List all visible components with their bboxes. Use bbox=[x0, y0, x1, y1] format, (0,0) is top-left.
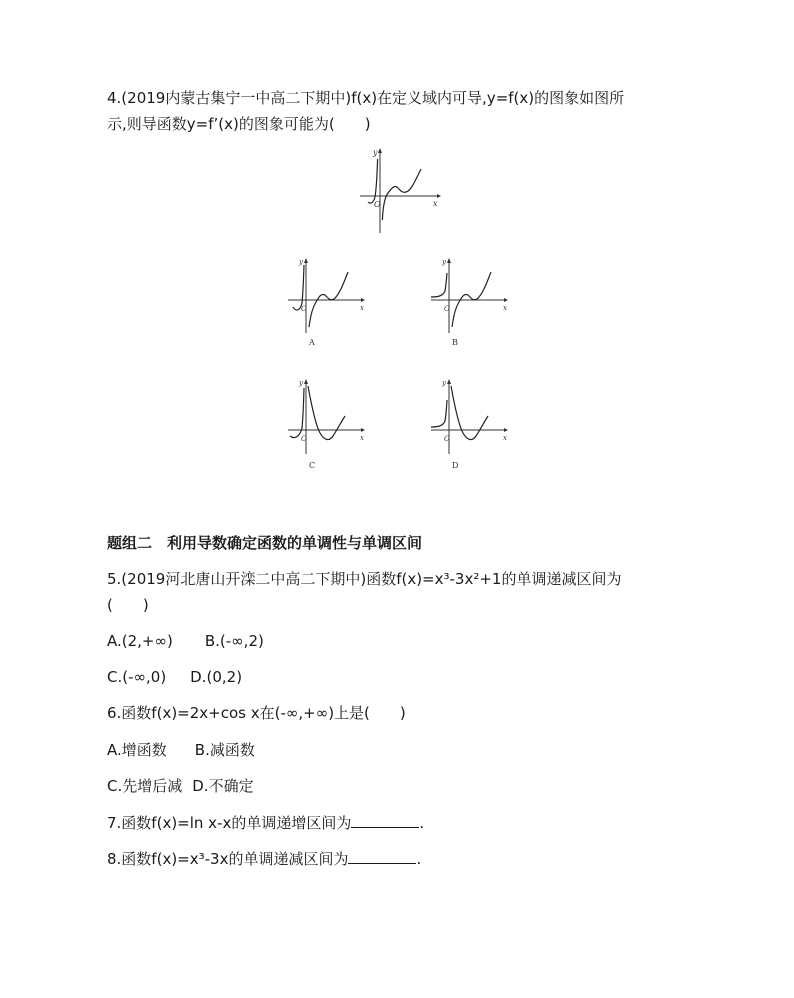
q7-line bbox=[107, 813, 424, 833]
x-axis-label: x bbox=[433, 199, 438, 208]
q4-main-graph bbox=[355, 145, 445, 235]
q5-option-b: B.(-∞,2) bbox=[204, 632, 264, 650]
q6-option-a: A.增函数 bbox=[107, 741, 167, 759]
q8-answer-blank[interactable] bbox=[348, 849, 416, 864]
y-axis-label: y bbox=[299, 258, 303, 266]
q4-stem-line1: 4.(2019内蒙古集宁一中高二下期中)f(x)在定义域内可导,y=f(x)的图象如图所 bbox=[107, 89, 625, 107]
origin-label: O bbox=[374, 200, 381, 209]
q8-line bbox=[107, 849, 421, 869]
q7-end: . bbox=[419, 814, 425, 832]
option-d-label: D bbox=[452, 461, 459, 470]
x-axis-label: x bbox=[360, 434, 364, 442]
x-axis-label: x bbox=[503, 434, 507, 442]
x-axis-label: x bbox=[360, 304, 364, 312]
y-axis-label: y bbox=[442, 258, 446, 266]
q5-options-row1 bbox=[107, 631, 264, 651]
option-d-graph bbox=[428, 378, 513, 458]
q6-option-c: C.先增后减 bbox=[107, 777, 183, 795]
q6-option-b: B.减函数 bbox=[194, 741, 255, 759]
q5-option-c: C.(-∞,0) bbox=[107, 668, 167, 686]
option-a-label: A bbox=[309, 338, 315, 347]
left-branch bbox=[368, 159, 378, 203]
y-axis-label: y bbox=[299, 379, 303, 387]
q8-end: . bbox=[416, 850, 422, 868]
q7-stem: 7.函数f(x)=ln x-x的单调递增区间为 bbox=[107, 814, 352, 832]
x-axis-label: x bbox=[503, 304, 507, 312]
y-axis-label: y bbox=[442, 379, 446, 387]
q5-stem-line2: ( ) bbox=[107, 596, 149, 614]
q4-stem-line2: 示,则导函数y=f’(x)的图象可能为( ) bbox=[107, 115, 371, 133]
right-branch bbox=[382, 169, 421, 220]
origin-label: O bbox=[301, 435, 307, 443]
option-c-graph bbox=[285, 378, 370, 458]
option-b-label: B bbox=[452, 338, 458, 347]
q5-option-a: A.(2,+∞) bbox=[107, 632, 173, 650]
q7-answer-blank[interactable] bbox=[351, 813, 419, 828]
y-axis-label: y bbox=[373, 148, 378, 157]
origin-label: O bbox=[301, 305, 307, 313]
q6-stem: 6.函数f(x)=2x+cos x在(-∞,+∞)上是( ) bbox=[107, 704, 406, 722]
q6-option-d: D.不确定 bbox=[192, 777, 254, 795]
option-a-graph bbox=[285, 255, 370, 335]
option-c-label: C bbox=[309, 461, 316, 470]
group2-heading: 题组二 利用导数确定函数的单调性与单调区间 bbox=[107, 534, 423, 552]
q6-options-row2 bbox=[107, 776, 254, 796]
q5-options-row2 bbox=[107, 667, 242, 687]
option-b-graph bbox=[428, 255, 513, 335]
q8-stem: 8.函数f(x)=x³-3x的单调递减区间为 bbox=[107, 850, 349, 868]
origin-label: O bbox=[444, 305, 450, 313]
q5-stem-line1: 5.(2019河北唐山开滦二中高二下期中)函数f(x)=x³-3x²+1的单调递减区间为 bbox=[107, 570, 622, 588]
q6-options-row1 bbox=[107, 740, 255, 760]
q5-option-d: D.(0,2) bbox=[190, 668, 243, 686]
origin-label: O bbox=[444, 435, 450, 443]
